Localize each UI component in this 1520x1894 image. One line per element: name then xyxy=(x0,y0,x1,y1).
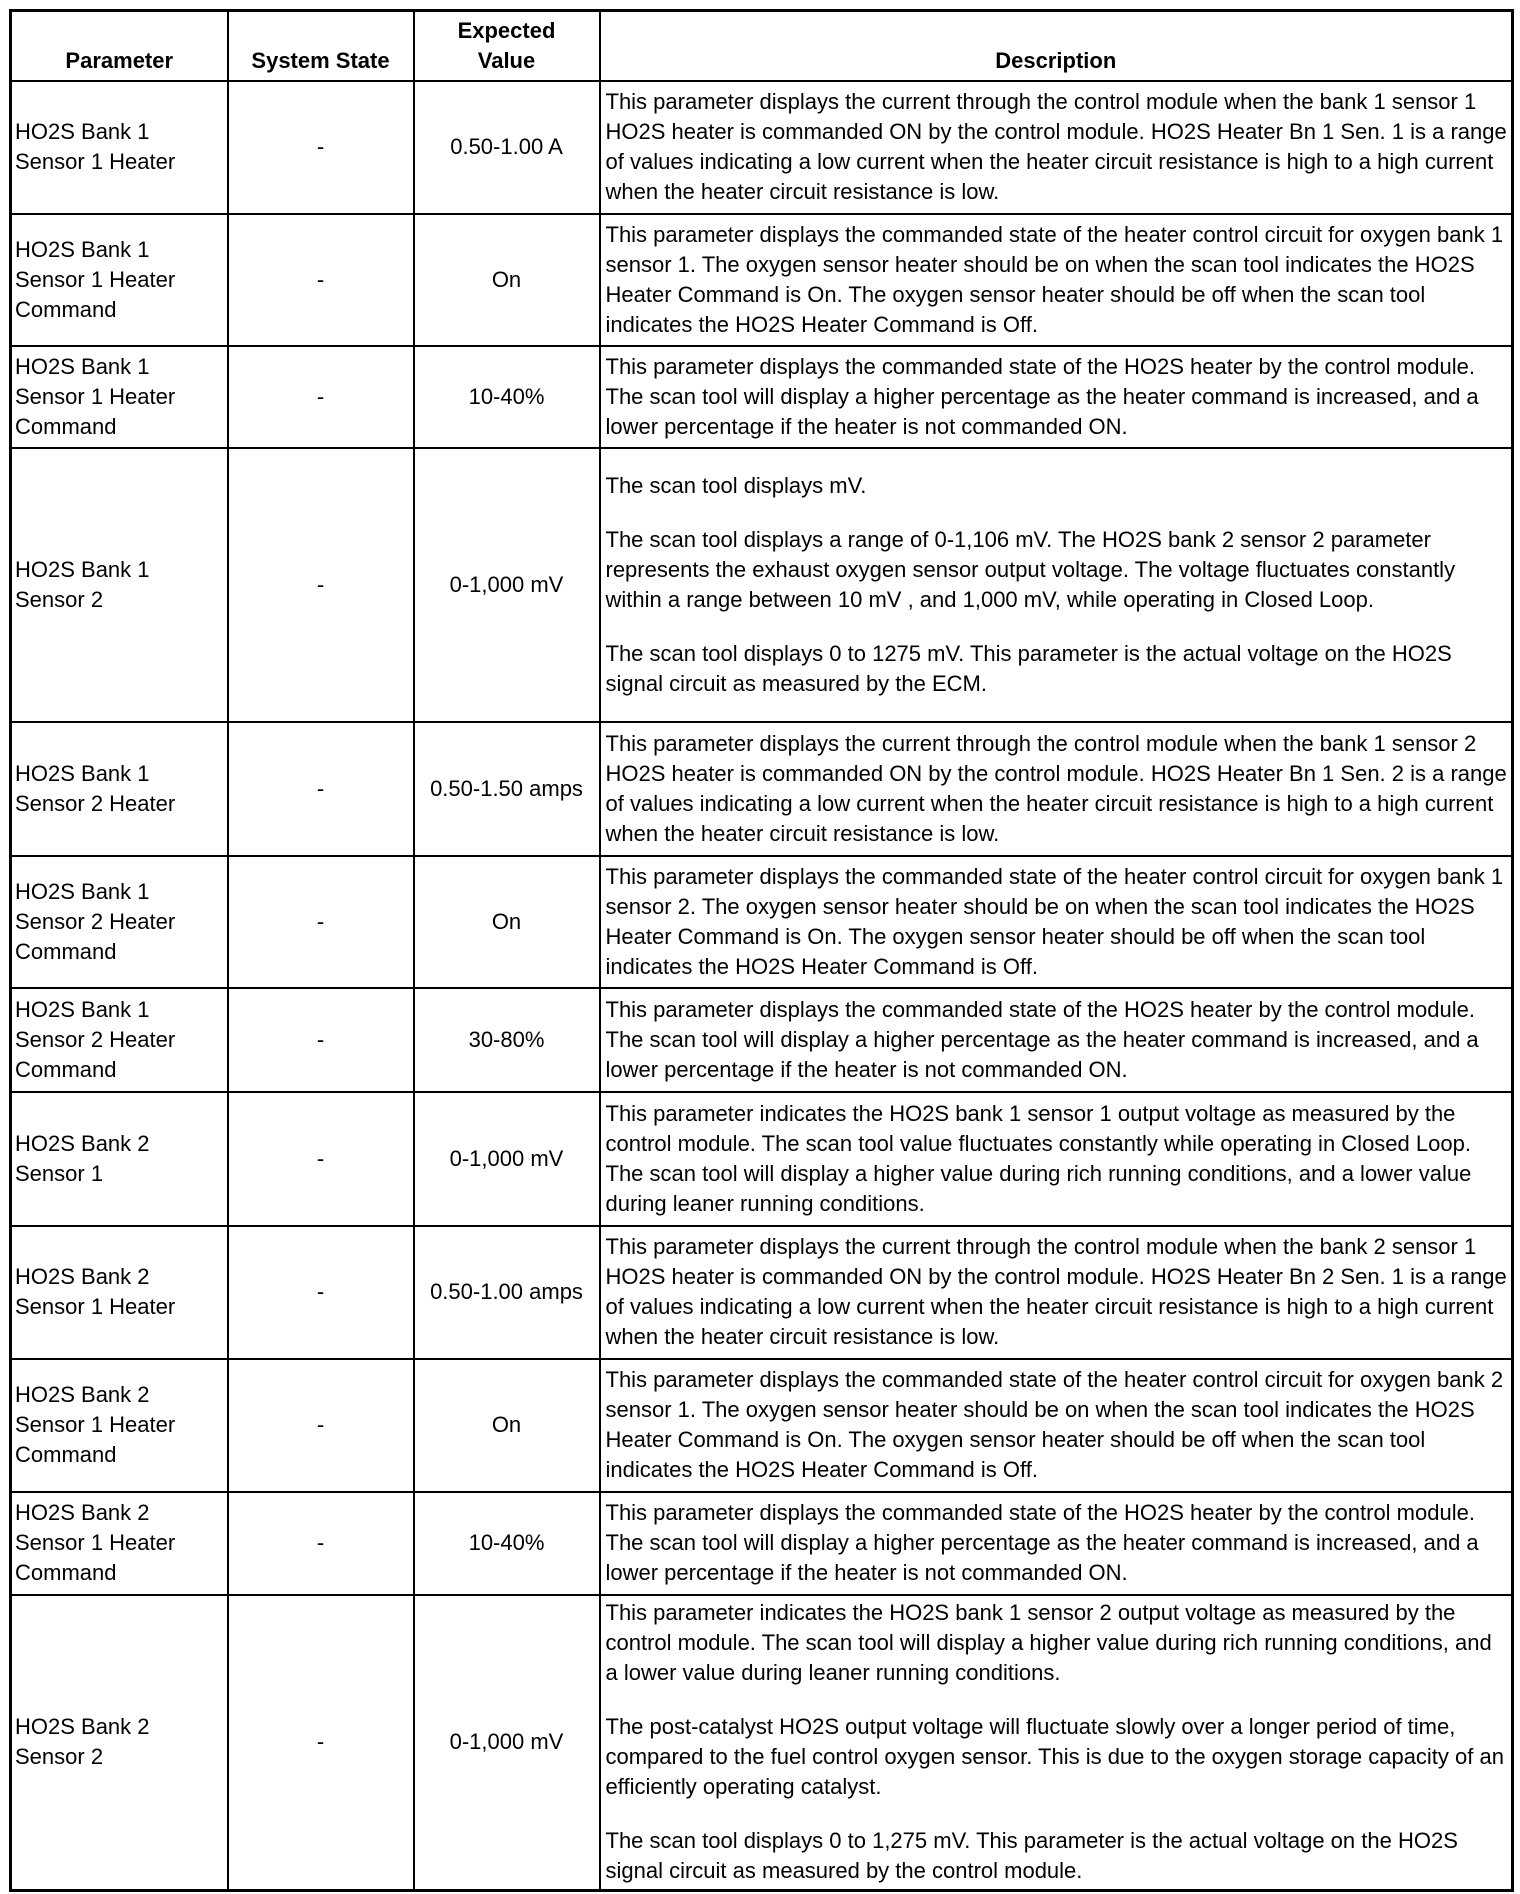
description-cell xyxy=(600,988,1513,1092)
header-system-state: System State xyxy=(228,11,414,81)
table-row xyxy=(11,1092,1513,1226)
table-row xyxy=(11,448,1513,722)
header-expected-value xyxy=(414,11,600,81)
description-paragraph: This parameter displays the commanded state of the HO2S heater by the control module. The scan tool will display a higher percentage as the heater command is increased, and a lower percentage if the heater is not commanded ON. xyxy=(605,1500,1479,1585)
description-cell xyxy=(600,214,1513,346)
parameter-cell: HO2S Bank 2 Sensor 1 Heater Command xyxy=(11,1492,228,1595)
description-paragraph: The scan tool displays 0 to 1275 mV. This parameter is the actual voltage on the HO2S signal circuit as measured by the ECM. xyxy=(605,640,1452,696)
table-row xyxy=(11,1595,1513,1891)
system-state-cell: - xyxy=(228,856,414,988)
parameter-cell: HO2S Bank 1 Sensor 2 Heater xyxy=(11,722,228,856)
description-paragraph: This parameter displays the current through the control module when the bank 1 sensor 1 HO2S heater is commanded ON by the control module. HO2S Heater Bn 1 Sen. 1 is a range of values indicating a low current when the heater circuit resistance is high to a high current when the heater circuit resistance is low. xyxy=(605,89,1507,204)
parameter-cell: HO2S Bank 2 Sensor 1 Heater xyxy=(11,1226,228,1359)
parameter-cell: HO2S Bank 1 Sensor 2 xyxy=(11,448,228,722)
description-cell xyxy=(600,1595,1513,1891)
table-row xyxy=(11,1492,1513,1595)
table-row xyxy=(11,1359,1513,1492)
table-row xyxy=(11,81,1513,214)
parameter-cell: HO2S Bank 1 Sensor 1 Heater Command xyxy=(11,214,228,346)
description-cell xyxy=(600,856,1513,988)
expected-value-cell: 0.50-1.00 A xyxy=(414,81,600,214)
expected-value-cell: On xyxy=(414,214,600,346)
system-state-cell: - xyxy=(228,988,414,1092)
description-paragraph: The scan tool displays 0 to 1,275 mV. This parameter is the actual voltage on the HO2S signal circuit as measured by the control module. xyxy=(605,1828,1458,1884)
description-paragraph: This parameter displays the commanded state of the heater control circuit for oxygen bank 1 sensor 1. The oxygen sensor heater should be on when the scan tool indicates the HO2S Heater Command is On. The oxygen sensor heater should be off when the scan tool indicates the HO2S Heater Command is Off. xyxy=(605,221,1504,337)
header-row xyxy=(11,11,1513,81)
expected-value-cell: 0.50-1.00 amps xyxy=(414,1226,600,1359)
description-paragraph: This parameter displays the commanded state of the heater control circuit for oxygen bank 1 sensor 2. The oxygen sensor heater should be on when the scan tool indicates the HO2S Heater Command is On. The oxygen sensor heater should be off when the scan tool indicates the HO2S Heater Command is Off. xyxy=(605,863,1504,979)
description-paragraph: The post-catalyst HO2S output voltage will fluctuate slowly over a longer period of time, compared to the fuel control oxygen sensor. This is due to the oxygen storage capacity of an efficiently operating catalyst. xyxy=(605,1714,1504,1800)
parameter-cell: HO2S Bank 1 Sensor 1 Heater xyxy=(11,81,228,214)
parameter-cell: HO2S Bank 1 Sensor 2 Heater Command xyxy=(11,856,228,988)
description-cell xyxy=(600,1492,1513,1595)
parameter-cell: HO2S Bank 1 Sensor 2 Heater Command xyxy=(11,988,228,1092)
parameter-cell: HO2S Bank 2 Sensor 1 xyxy=(11,1092,228,1226)
table-row xyxy=(11,722,1513,856)
description-paragraph: The scan tool displays a range of 0-1,106 mV. The HO2S bank 2 sensor 2 parameter represents the exhaust oxygen sensor output voltage. The voltage fluctuates constantly within a range between 10 mV , and 1,000 mV, while operating in Closed Loop. xyxy=(605,526,1456,612)
description-paragraph: The scan tool displays mV. xyxy=(605,472,867,498)
expected-value-cell: 0.50-1.50 amps xyxy=(414,722,600,856)
description-paragraph: This parameter displays the current through the control module when the bank 1 sensor 2 HO2S heater is commanded ON by the control module. HO2S Heater Bn 1 Sen. 2 is a range of values indicating a low current when the heater circuit resistance is high to a high current when the heater circuit resistance is low. xyxy=(605,730,1507,846)
header-parameter: Parameter xyxy=(11,11,228,81)
expected-value-cell: 10-40% xyxy=(414,346,600,448)
parameter-cell: HO2S Bank 2 Sensor 2 xyxy=(11,1595,228,1891)
description-cell xyxy=(600,1226,1513,1359)
system-state-cell: - xyxy=(228,81,414,214)
description-paragraph: This parameter displays the current through the control module when the bank 2 sensor 1 HO2S heater is commanded ON by the control module. HO2S Heater Bn 2 Sen. 1 is a range of values indicating a low current when the heater circuit resistance is high to a high current when the heater circuit resistance is low. xyxy=(605,1234,1507,1349)
table-row xyxy=(11,214,1513,346)
expected-value-cell: 0-1,000 mV xyxy=(414,448,600,722)
description-paragraph: This parameter displays the commanded state of the HO2S heater by the control module. The scan tool will display a higher percentage as the heater command is increased, and a lower percentage if the heater is not commanded ON. xyxy=(605,996,1479,1082)
table-row xyxy=(11,1226,1513,1359)
parameter-cell: HO2S Bank 1 Sensor 1 Heater Command xyxy=(11,346,228,448)
system-state-cell: - xyxy=(228,214,414,346)
expected-value-cell: 0-1,000 mV xyxy=(414,1595,600,1891)
description-cell xyxy=(600,1092,1513,1226)
system-state-cell: - xyxy=(228,1595,414,1891)
expected-value-cell: 10-40% xyxy=(414,1492,600,1595)
header-description: Description xyxy=(600,11,1513,81)
system-state-cell: - xyxy=(228,448,414,722)
parameter-table xyxy=(9,9,1514,1892)
description-paragraph: This parameter displays the commanded state of the heater control circuit for oxygen bank 2 sensor 1. The oxygen sensor heater should be on when the scan tool indicates the HO2S Heater Command is On. The oxygen sensor heater should be off when the scan tool indicates the HO2S Heater Command is Off. xyxy=(605,1367,1504,1482)
description-cell xyxy=(600,81,1513,214)
description-cell xyxy=(600,346,1513,448)
table-row xyxy=(11,856,1513,988)
description-paragraph: This parameter indicates the HO2S bank 1 sensor 1 output voltage as measured by the control module. The scan tool value fluctuates constantly while operating in Closed Loop. The scan tool will display a higher value during rich running conditions, and a lower value during leaner running conditions. xyxy=(605,1100,1472,1216)
system-state-cell: - xyxy=(228,346,414,448)
parameter-cell: HO2S Bank 2 Sensor 1 Heater Command xyxy=(11,1359,228,1492)
header-expected-value-text: Expected Value xyxy=(457,17,556,73)
system-state-cell: - xyxy=(228,722,414,856)
description-cell xyxy=(600,448,1513,722)
table-row xyxy=(11,346,1513,448)
system-state-cell: - xyxy=(228,1492,414,1595)
expected-value-cell: 30-80% xyxy=(414,988,600,1092)
table-row xyxy=(11,988,1513,1092)
description-paragraph: This parameter indicates the HO2S bank 1 sensor 2 output voltage as measured by the control module. The scan tool will display a higher value during rich running conditions, and a lower value during leaner running conditions. xyxy=(605,1600,1492,1686)
expected-value-cell: On xyxy=(414,856,600,988)
description-paragraph: This parameter displays the commanded state of the HO2S heater by the control module. The scan tool will display a higher percentage as the heater command is increased, and a lower percentage if the heater is not commanded ON. xyxy=(605,353,1479,439)
expected-value-cell: On xyxy=(414,1359,600,1492)
system-state-cell: - xyxy=(228,1359,414,1492)
description-cell xyxy=(600,1359,1513,1492)
system-state-cell: - xyxy=(228,1226,414,1359)
system-state-cell: - xyxy=(228,1092,414,1226)
expected-value-cell: 0-1,000 mV xyxy=(414,1092,600,1226)
description-cell xyxy=(600,722,1513,856)
